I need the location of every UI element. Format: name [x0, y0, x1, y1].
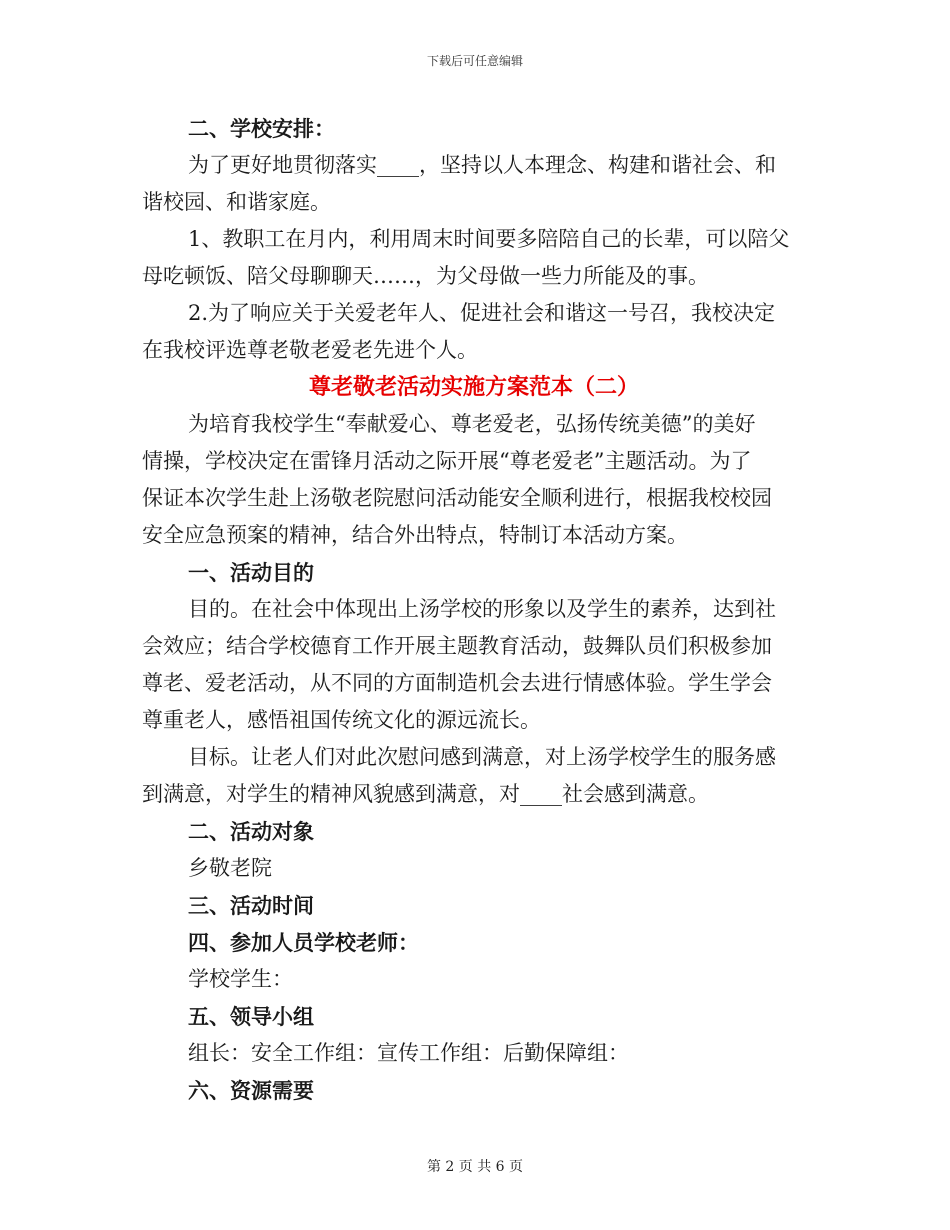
page-header: 下载后可任意编辑	[426, 54, 523, 68]
paragraph-line: 目的。在社会中体现出上汤学校的形象以及学生的素养，达到社	[188, 597, 776, 621]
paragraph-line: 乡敬老院	[188, 856, 272, 880]
section-heading: 二、活动对象	[188, 819, 314, 844]
section-title: 尊老敬老活动实施方案范本（二）	[308, 374, 639, 400]
document-body	[142, 110, 806, 1109]
paragraph-line: 1、教职工在月内，利用周末时间要多陪陪自己的长辈，可以陪父	[188, 227, 790, 251]
paragraph-line: 母吃顿饭、陪父母聊聊天……，为父母做一些力所能及的事。	[142, 264, 709, 288]
paragraph-line: 会效应；结合学校德育工作开展主题教育活动，鼓舞队员们积极参加	[142, 634, 772, 658]
paragraph-line: 安全应急预案的精神，结合外出特点，特制订本活动方案。	[142, 523, 688, 547]
paragraph-line: 目标。让老人们对此次慰问感到满意，对上汤学校学生的服务感	[188, 745, 776, 769]
paragraph-line: 为培育我校学生“奉献爱心、尊老爱老，弘扬传统美德”的美好	[188, 412, 756, 436]
paragraph-line: 到满意，对学生的精神风貌感到满意，对____社会感到满意。	[142, 782, 709, 806]
paragraph-line: 在我校评选尊老敬老爱老先进个人。	[142, 338, 478, 362]
paragraph-line: 尊老、爱老活动，从不同的方面制造机会去进行情感体验。学生学会	[142, 671, 772, 695]
page-footer: 第 2 页 共 6 页	[426, 1159, 524, 1175]
paragraph-line: 组长：安全工作组：宣传工作组：后勤保障组：	[188, 1041, 629, 1065]
section-heading: 六、资源需要	[188, 1078, 314, 1103]
section-heading: 三、活动时间	[188, 893, 314, 918]
section-heading: 二、学校安排：	[188, 116, 335, 141]
paragraph-line: 尊重老人，感悟祖国传统文化的源远流长。	[142, 708, 541, 732]
paragraph-line: 2.为了响应关于关爱老年人、促进社会和谐这一号召，我校决定	[188, 301, 776, 325]
section-heading: 四、参加人员学校老师：	[188, 930, 419, 955]
paragraph-line: 保证本次学生赴上汤敬老院慰问活动能安全顺利进行，根据我校校园	[142, 486, 772, 510]
paragraph-line: 学校学生：	[188, 967, 293, 991]
section-heading: 一、活动目的	[188, 560, 314, 585]
paragraph-line: 情操，学校决定在雷锋月活动之际开展“尊老爱老”主题活动。为了	[142, 449, 752, 473]
paragraph-line: 谐校园、和谐家庭。	[142, 190, 331, 214]
section-heading: 五、领导小组	[188, 1004, 314, 1029]
paragraph-line: 为了更好地贯彻落实____，坚持以人本理念、构建和谐社会、和	[188, 153, 776, 177]
